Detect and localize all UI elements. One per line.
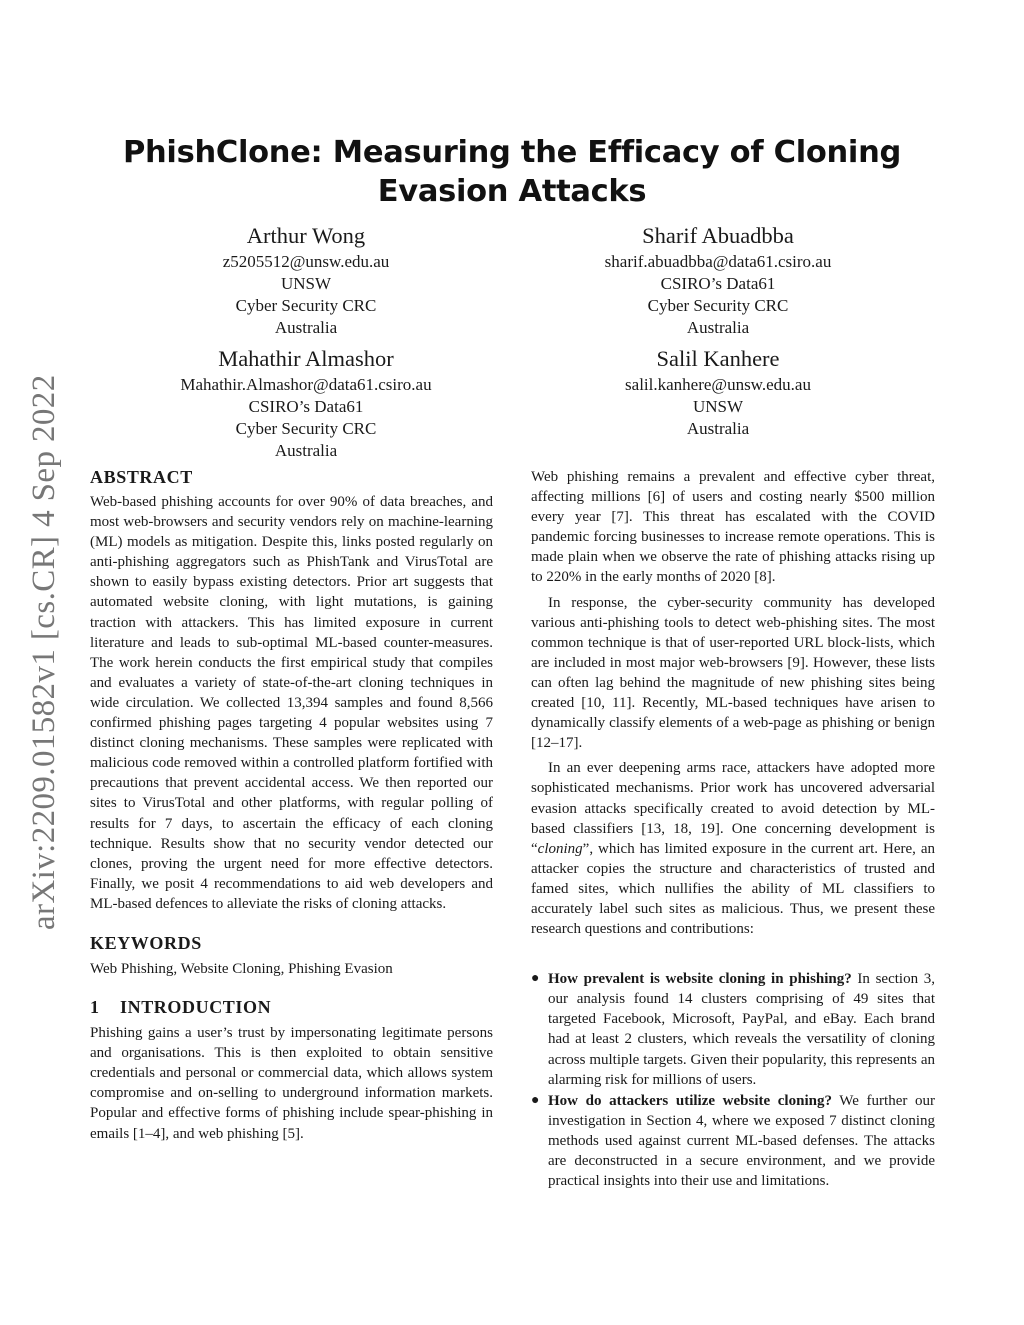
- author-name: Salil Kanhere: [656, 346, 780, 371]
- keywords-text: Web Phishing, Website Cloning, Phishing Evasion: [90, 960, 393, 977]
- author-affiliation: CSIRO’s Data61: [660, 274, 776, 293]
- keywords-heading: KEYWORDS: [90, 932, 202, 953]
- intro-paragraph: Phishing gains a user’s trust by impersonating legitimate persons and organisations. This is then exploited to obtain sensitive credentials and personal or commercial data, which allows system compromise and on-selling to underground information markets. Popular and effective forms of phishing include spear-phishing in emails [1–4], and web phishing [5].: [90, 1025, 493, 1142]
- section-number: 1: [90, 997, 100, 1018]
- arxiv-identifier: arXiv:2209.01582v1 [cs.CR] 4 Sep 2022: [26, 374, 62, 930]
- paper-title: PhishClone: Measuring the Efficacy of Cloning Evasion Attacks: [122, 135, 902, 209]
- author-name: Sharif Abuadbba: [642, 223, 794, 248]
- list-item: ● How prevalent is website cloning in phishing? In section 3, our analysis found 14 clusters comprising of 49 sites that targeted Facebook, Microsoft, PayPal, and eBay. Each brand had at least 2 clusters, which reveals the versatility of cloning across multiple targets. Given their popularity, this represents an alarming risk for millions of users.: [531, 971, 935, 1088]
- body-paragraph: Web phishing remains a prevalent and effective cyber threat, affecting millions [6] of users and costing nearly $500 million every year [7]. This threat has escalated with the COVID pandemic forcing businesses to increase remote operations. This is made plain when we observe the rate of phishing attacks rising up to 220% in the early months of 2020 [8].: [531, 469, 935, 586]
- emphasis-text: cloning: [537, 840, 583, 857]
- author-affiliation: Cyber Security CRC: [235, 419, 377, 438]
- author-email: salil.kanhere@unsw.edu.au: [625, 375, 811, 394]
- bullet-icon: ●: [531, 1092, 540, 1108]
- author-block: [508, 222, 928, 339]
- contributions-list: [531, 969, 935, 1191]
- right-column: [531, 467, 935, 1192]
- author-email: z5205512@unsw.edu.au: [222, 252, 390, 271]
- author-email: sharif.abuadbba@data61.csiro.au: [604, 252, 832, 271]
- author-affiliation: UNSW: [280, 274, 332, 293]
- abstract-text: Web-based phishing accounts for over 90% of data breaches, and most web-browsers and security vendors rely on machine-learning (ML) models as mitigation. Despite this, links posted regularly on anti-phishing aggregators such as PhishTank and VirusTotal are shown to easily bypass existing detectors. Prior art suggests that automated website cloning, with light mutations, is gaining traction with attackers. This has limited exposure in current literature and leads to sub-optimal ML-based counter-measures. The work herein conducts the first empirical study that compiles and evaluates a variety of state-of-the-art cloning techniques in wide circulation. We collected 13,394 samples and found 8,566 confirmed phishing pages targeting 4 popular websites using 7 distinct cloning mechanisms. These samples were replicated with malicious code removed within a controlled platform fortified with precautions that prevent accidental access. We then reported our sites to VirusTotal and other platforms, with regular polling of results for 7 days, to ascertain the efficacy of each cloning technique. Results show that no security vendor detected our clones, proving the urgent need for more effective detectors. Finally, we posit 4 recommendations to aid web developers and ML-based defences to alleviate the risks of cloning attacks.: [90, 494, 493, 912]
- author-affiliation: Australia: [686, 318, 750, 337]
- body-paragraph: In response, the cyber-security community has developed various anti-phishing tools to detect web-phishing sites. The most common technique is that of user-reported URL block-lists, which are included in most major web-browsers [9]. However, these lists can often lag behind the magnitude of new phishing sites being created [10, 11]. Recently, ML-based techniques have arisen to dynamically classify elements of a web-page as phishing or benign [12–17].: [531, 594, 935, 752]
- section-title: INTRODUCTION: [120, 997, 272, 1018]
- body-paragraph: In an ever deepening arms race, attackers have adopted more sophisticated mechanisms. Prior work has uncovered adversarial evasion attacks specifically created to avoid detection by ML-based classifiers [13, 18, 19]. One concerning development is “cloning”, which has limited exposure in the current art. Here, an attacker copies the structure and characteristics of trusted and famed sites, which nullifies the ability of ML classifiers to accurately label such sites as malicious. Thus, we present these research questions and contributions:: [531, 760, 935, 938]
- author-block: [96, 222, 516, 339]
- author-block: [96, 345, 516, 462]
- author-affiliation: Australia: [686, 419, 750, 438]
- section-heading: [90, 996, 493, 1018]
- abstract-heading: ABSTRACT: [90, 467, 193, 487]
- author-name: Mahathir Almashor: [218, 346, 394, 371]
- author-affiliation: CSIRO’s Data61: [248, 397, 364, 416]
- question-text: How prevalent is website cloning in phishing?: [548, 971, 852, 988]
- author-affiliation: Australia: [274, 441, 338, 460]
- bullet-icon: ●: [531, 971, 540, 987]
- author-affiliation: Australia: [274, 318, 338, 337]
- author-email: Mahathir.Almashor@data61.csiro.au: [180, 375, 432, 394]
- list-item: ● How do attackers utilize website cloning? We further our investigation in Section 4, where we exposed 7 distinct cloning methods used against current ML-based defenses. The attacks are deconstructed in a secure environment, and we provide practical insights into their use and limitations.: [531, 1092, 935, 1190]
- author-name: Arthur Wong: [246, 223, 366, 248]
- author-affiliation: UNSW: [692, 397, 744, 416]
- author-affiliation: Cyber Security CRC: [647, 296, 789, 315]
- left-column: [90, 466, 493, 1144]
- question-text: How do attackers utilize website cloning?: [548, 1092, 832, 1109]
- author-affiliation: Cyber Security CRC: [235, 296, 377, 315]
- author-block: [508, 345, 928, 440]
